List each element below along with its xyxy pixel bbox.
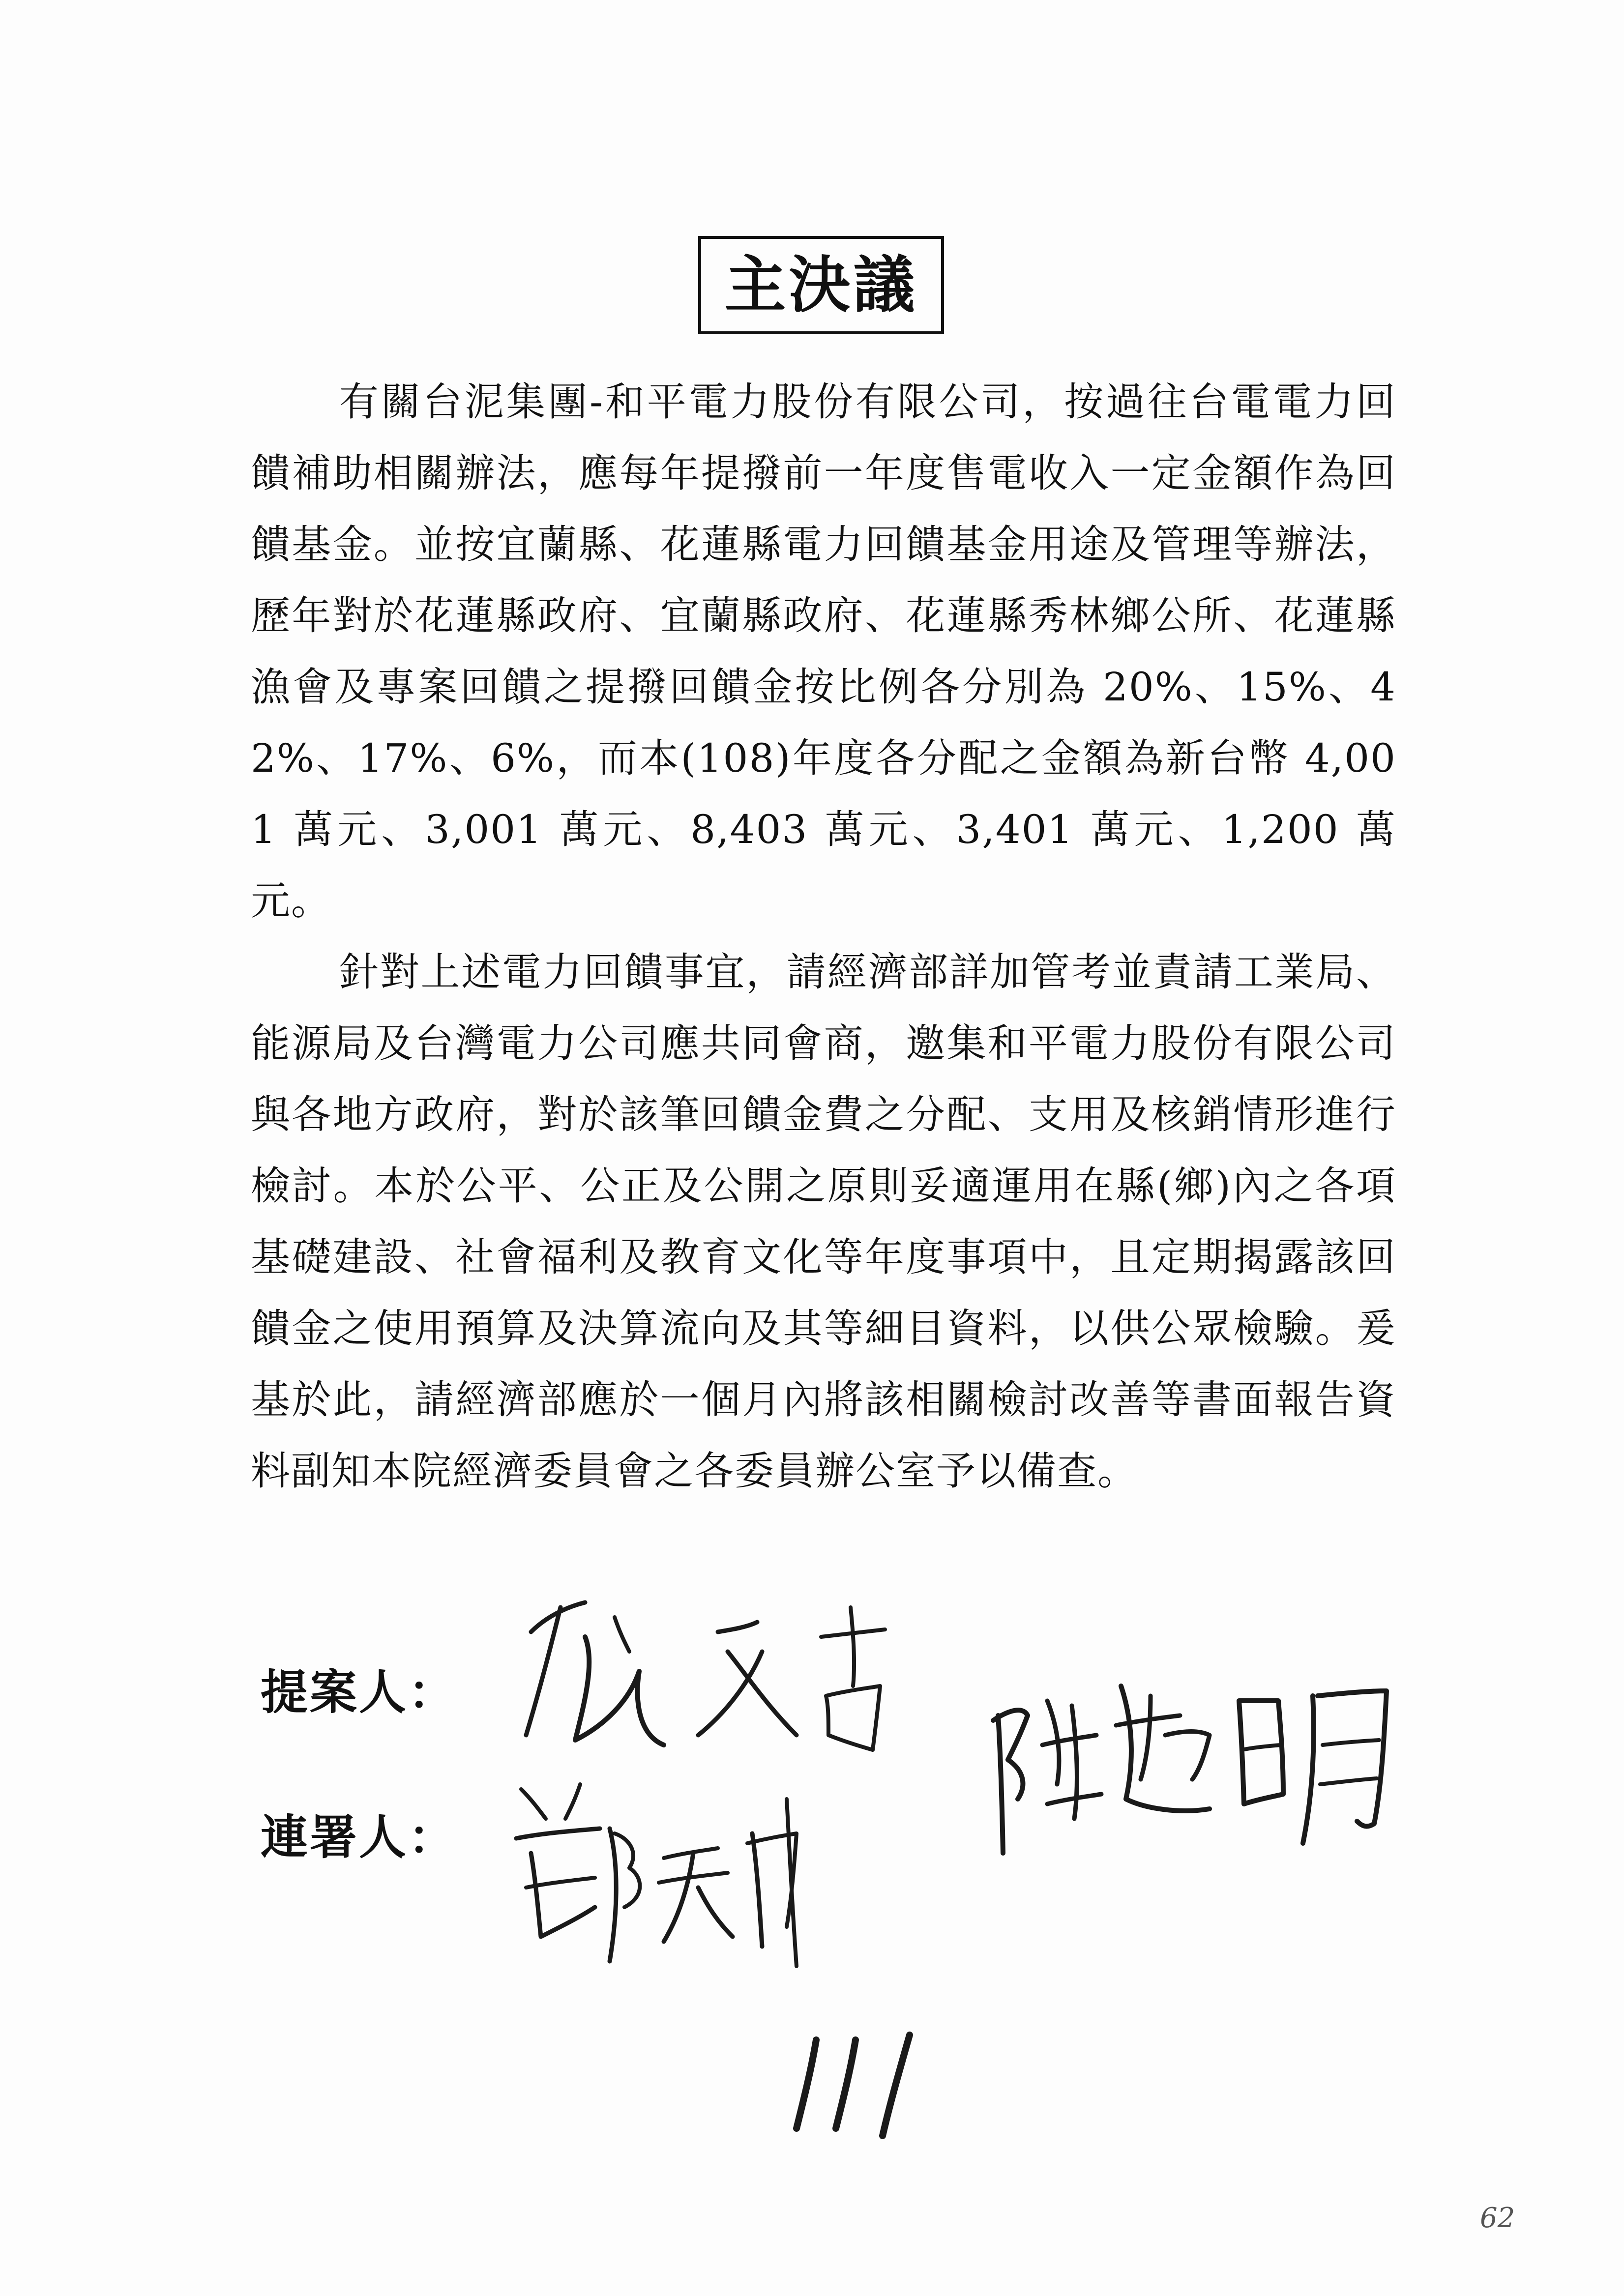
proposer-label: 提案人： xyxy=(261,1665,457,1720)
proposer-signature xyxy=(502,1588,905,1765)
paragraph-2: 針對上述電力回饋事宜，請經濟部詳加管考並責請工業局、能源局及台灣電力公司應共同會商，邀集和平電力股份有限公司與各地方政府，對於該筆回饋金費之分配、支用及核銷情形進行檢討。本於公平、公正及公開之原則妥適運用在縣(鄉)內之各項基礎建設、社會福利及教育文化等年度事項中，且定期揭露該回饋金之使用預算及決算流向及其等細目資料，以供公眾檢驗。爰基於此，請經濟部應於一個月內將該相關檢討改善等書面報告資料副知本院經濟委員會之各委員辦公室予以備查。 xyxy=(251,949,1396,1494)
page-number: 62 xyxy=(1480,2202,1515,2234)
document-body xyxy=(251,366,1396,1507)
cosigner-signature-1 xyxy=(492,1770,836,1976)
document-title: 主決議 xyxy=(724,249,918,321)
cosigner-label: 連署人： xyxy=(261,1810,457,1865)
cosigner-signature-2 xyxy=(974,1657,1416,1863)
paragraph-1: 有關台泥集團-和平電力股份有限公司，按過往台電電力回饋補助相關辦法，應每年提撥前一年度售電收入一定金額作為回饋基金。並按宜蘭縣、花蓮縣電力回饋基金用途及管理等辦法，歷年對於花蓮縣政府、宜蘭縣政府、花蓮縣秀林鄉公所、花蓮縣漁會及專案回饋之提撥回饋金按比例各分別為 20%、15%、42%、17%、6%，而本(108)年度各分配之金額為新台幣 4,001 萬元、3,001 萬元、8,403 萬元、3,401 萬元、1,200 萬元。 xyxy=(251,379,1396,924)
handwritten-number-111 xyxy=(777,2025,934,2143)
title-box xyxy=(698,236,944,334)
